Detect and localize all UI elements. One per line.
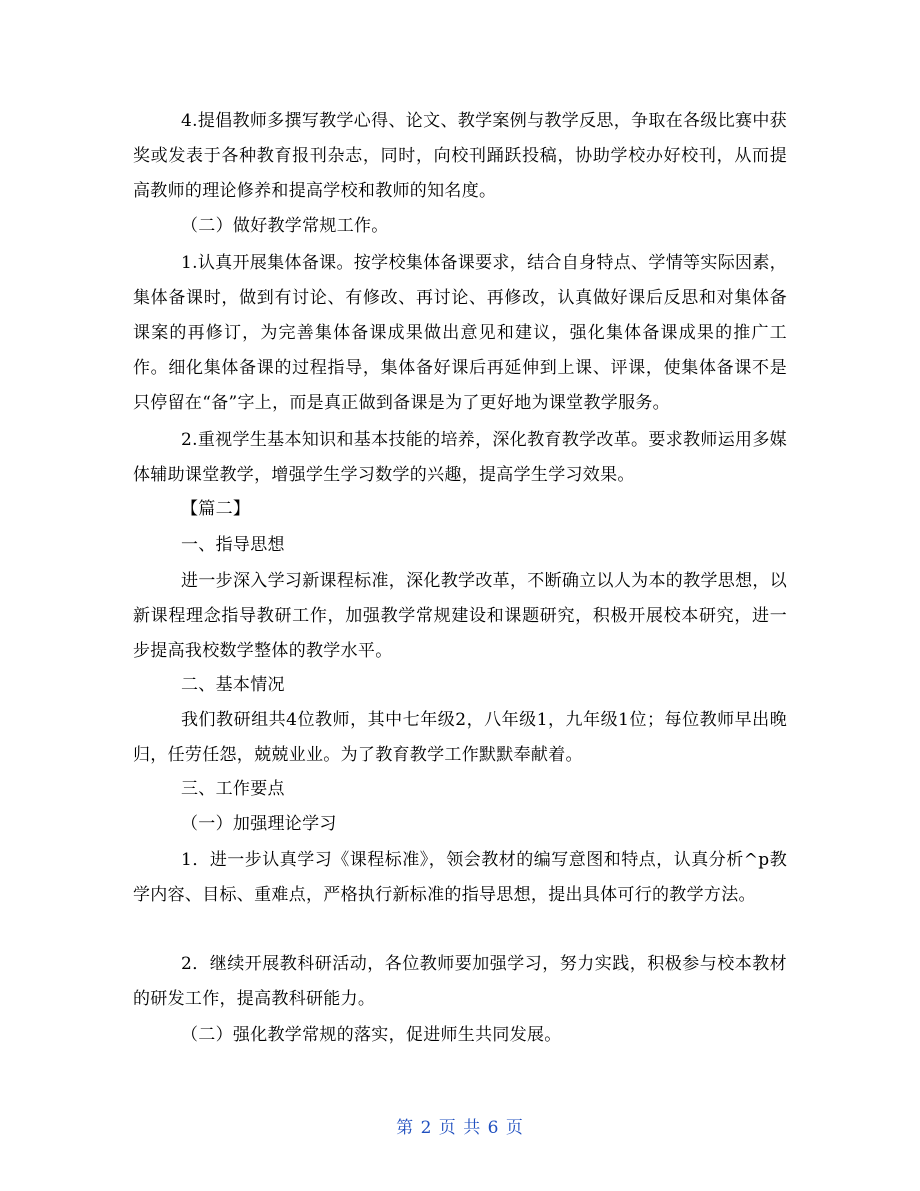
- paragraph-curriculum-study: 1．进一步认真学习《课程标准》，领会教材的编写意图和特点，认真分析^p教学内容、目标、重难点，严格执行新标准的指导思想，提出具体可行的教学方法。: [133, 850, 787, 905]
- heading-guiding-ideology: 一、指导思想: [181, 535, 285, 555]
- paragraph-1: 4.提倡教师多撰写教学心得、论文、教学案例与教学反思，争取在各级比赛中获奖或发表于各种教育报刊杂志，同时，向校刊踊跃投稿，协助学校办好校刊，从而提高教师的理论修养和提高学校和教师的知名度。: [133, 111, 787, 201]
- page-number-footer: 第 2 页 共 6 页: [396, 1118, 524, 1138]
- paragraph-basic-skills: 2.重视学生基本知识和基本技能的培养，深化教育教学改革。要求教师运用多媒体辅助课堂教学，增强学生学习数学的兴趣，提高学生学习效果。: [133, 430, 787, 485]
- heading-work-points: 三、工作要点: [181, 779, 285, 799]
- paragraph-basic-situation: 我们教研组共4位教师，其中七年级2，八年级1，九年级1位；每位教师早出晚归，任劳任怨，兢兢业业。为了教育教学工作默默奉献着。: [133, 710, 787, 765]
- section-heading-teaching-routine: （二）做好教学常规工作。: [181, 216, 389, 236]
- paragraph-research-activities: 2．继续开展教科研活动，各位教师要加强学习，努力实践，积极参与校本教材的研发工作，提高教科研能力。: [133, 954, 787, 1009]
- heading-theory-study: （一）加强理论学习: [181, 814, 337, 834]
- paragraph-collective-lesson-prep: 1.认真开展集体备课。按学校集体备课要求，结合自身特点、学情等实际因素，集体备课时，做到有讨论、有修改、再讨论、再修改，认真做好课后反思和对集体备课案的再修订，为完善集体备课成果做出意见和建议，强化集体备课成果的推广工作。细化集体备课的过程指导，集体备好课后再延伸到上课、评课，使集体备课不是只停留在“备”字上，而是真正做到备课是为了更好地为课堂教学服务。: [133, 253, 787, 413]
- heading-basic-situation: 二、基本情况: [181, 675, 285, 695]
- part-two-heading: 【篇二】: [181, 499, 251, 519]
- heading-strengthen-routine: （二）强化教学常规的落实，促进师生共同发展。: [181, 1025, 562, 1045]
- paragraph-guiding-ideology: 进一步深入学习新课程标准，深化教学改革，不断确立以人为本的教学思想，以新课程理念指导教研工作，加强教学常规建设和课题研究，积极开展校本研究，进一步提高我校数学整体的教学水平。: [133, 571, 787, 661]
